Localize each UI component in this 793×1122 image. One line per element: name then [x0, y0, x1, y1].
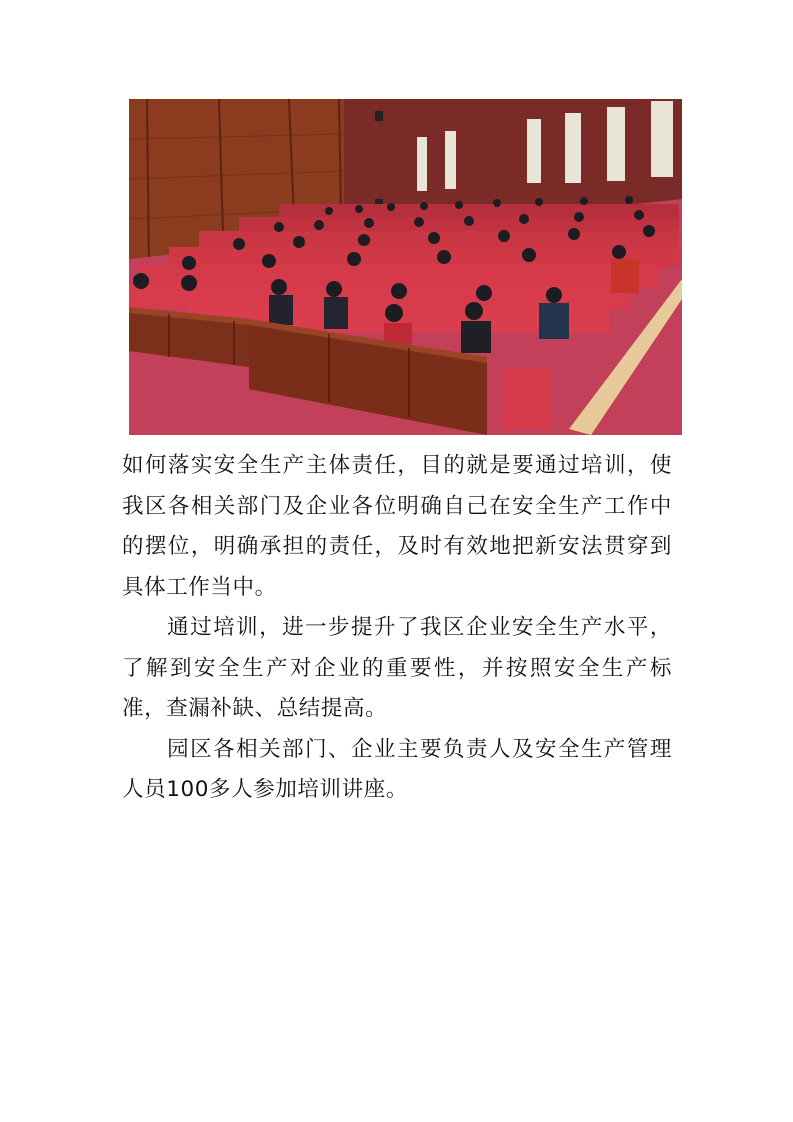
auditorium-image	[129, 99, 682, 435]
paragraph-2: 通过培训，进一步提升了我区企业安全生产水平，了解到安全生产对企业的重要性，并按照安全生产标准，查漏补缺、总结提高。	[122, 615, 672, 721]
meeting-photo	[129, 99, 682, 435]
paragraph-3: 园区各相关部门、企业主要负责人及安全生产管理人员100多人参加培训讲座。	[122, 736, 672, 802]
paragraph-1: 如何落实安全生产主体责任，目的就是要通过培训，使我区各相关部门及企业各位明确自己在安全生产工作中的摆位，明确承担的责任，及时有效地把新安法贯穿到具体工作当中。	[122, 453, 672, 600]
article-body	[122, 446, 672, 811]
